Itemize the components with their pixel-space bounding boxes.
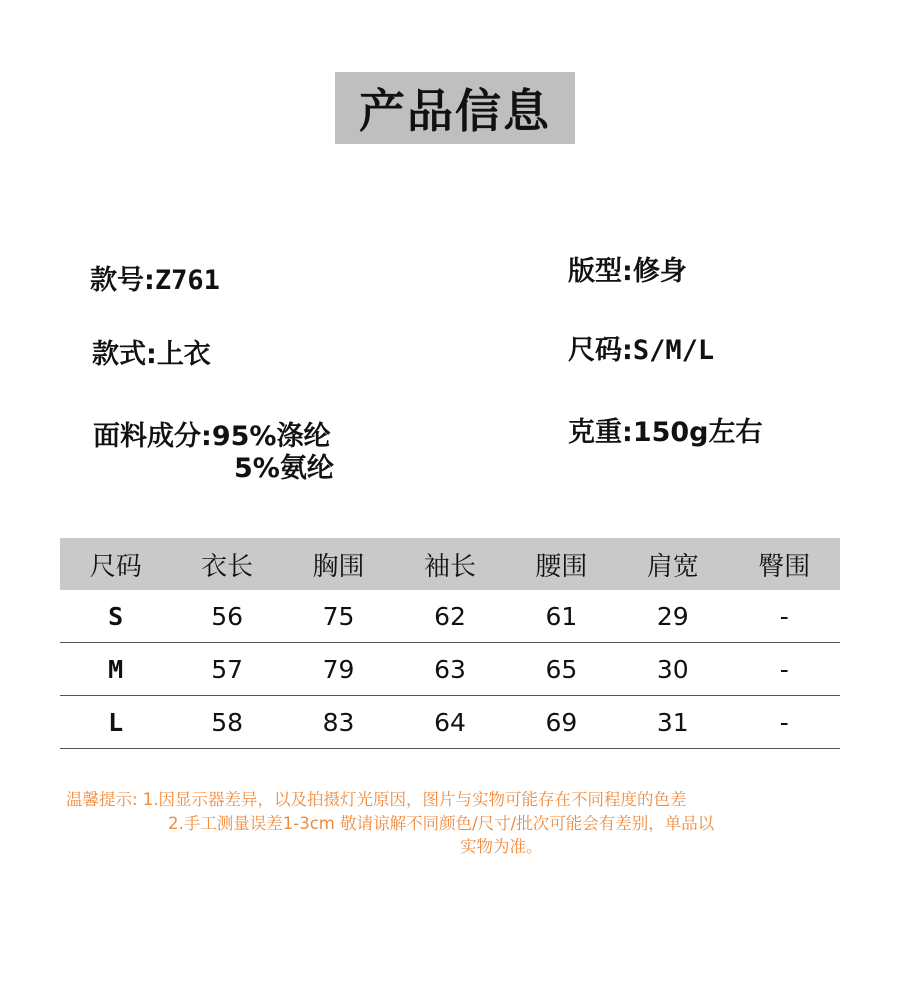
table-cell: 61 <box>545 601 578 631</box>
table-cell: - <box>779 707 789 737</box>
table-cell: M <box>108 654 124 684</box>
table-cell: - <box>779 654 789 684</box>
header-cell-waist: 腰围 <box>535 551 588 582</box>
spec-fit-label: 版型: <box>568 256 633 287</box>
spec-style-no-value: Z761 <box>154 265 220 296</box>
table-cell: 30 <box>656 654 689 684</box>
note-line-1: 温馨提示: 1.因显示器差异，以及拍摄灯光原因，图片与实物可能存在不同程度的色差 <box>66 790 687 809</box>
header-cell-length: 衣长 <box>201 551 254 582</box>
table-row <box>60 590 840 643</box>
table-cell: 79 <box>322 654 355 684</box>
table-cell: 65 <box>545 654 578 684</box>
spec-type <box>92 332 211 371</box>
note-line-2: 2.手工测量误差1-3cm 敬请谅解不同颜色/尺寸/批次可能会有差别，单品以 <box>168 814 715 833</box>
spec-sizes-label: 尺码: <box>568 335 633 366</box>
table-cell: S <box>108 601 124 631</box>
page-title: 产品信息 <box>359 84 551 138</box>
spec-sizes <box>568 328 714 367</box>
header-cell-shoulder: 肩宽 <box>646 551 699 582</box>
spec-style-no <box>90 258 220 297</box>
table-row <box>60 696 840 749</box>
table-cell: 57 <box>211 654 244 684</box>
header-cell-size: 尺码 <box>89 551 142 582</box>
table-cell: - <box>779 601 789 631</box>
spec-type-label: 款式: <box>92 339 157 370</box>
table-cell: 29 <box>656 601 689 631</box>
table-cell: 64 <box>434 707 466 737</box>
spec-fabric-label: 面料成分: <box>93 421 212 452</box>
header-cell-sleeve: 袖长 <box>423 551 476 582</box>
spec-weight-value: 150g左右 <box>632 417 763 448</box>
size-table <box>60 538 840 749</box>
spec-fabric-value: 95%涤纶 <box>211 421 331 452</box>
table-cell: 62 <box>434 601 466 631</box>
header-cell-chest: 胸围 <box>312 551 365 582</box>
page-title-banner <box>335 72 575 144</box>
spec-fit <box>568 249 687 288</box>
table-cell: 56 <box>211 601 244 631</box>
table-row <box>60 643 840 696</box>
table-cell: L <box>108 707 124 737</box>
table-cell: 69 <box>545 707 578 737</box>
spec-weight <box>568 410 763 449</box>
spec-weight-label: 克重: <box>568 417 633 448</box>
table-cell: 31 <box>656 707 689 737</box>
size-table-header <box>60 538 840 590</box>
spec-style-no-label: 款号: <box>90 265 155 296</box>
spec-type-value: 上衣 <box>156 339 211 370</box>
spec-fit-value: 修身 <box>632 256 687 287</box>
header-cell-hip: 臀围 <box>758 551 811 582</box>
table-cell: 63 <box>434 654 466 684</box>
spec-sizes-value: S/M/L <box>632 335 715 366</box>
table-cell: 58 <box>211 707 244 737</box>
note-line-3: 实物为准。 <box>460 837 543 856</box>
table-cell: 75 <box>322 601 355 631</box>
table-cell: 83 <box>322 707 355 737</box>
spec-fabric-value-line2: 5%氨纶 <box>234 453 334 484</box>
